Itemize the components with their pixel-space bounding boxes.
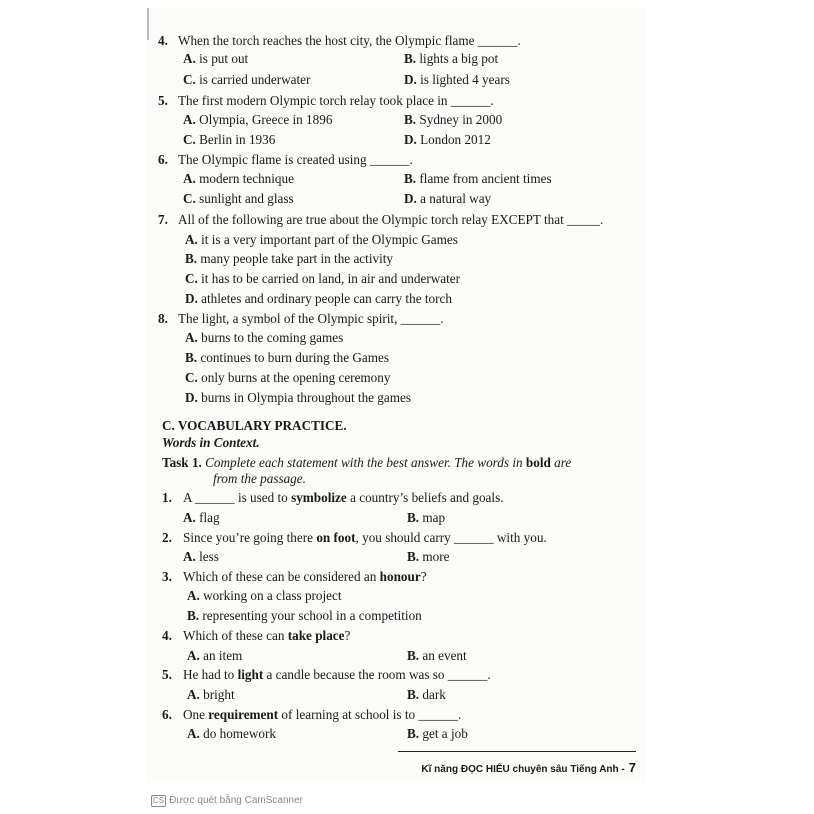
answer-option <box>187 588 342 604</box>
option-letter: C. <box>183 191 196 206</box>
task-bold-word: bold <box>525 455 551 470</box>
option-text: burns in Olympia throughout the games <box>201 390 411 405</box>
footer-rule <box>398 751 636 752</box>
question-number: 7. <box>158 212 168 227</box>
answer-option <box>187 687 235 703</box>
answer-option <box>183 510 220 526</box>
stem-text: Which of these can <box>183 628 288 643</box>
answer-option <box>183 51 248 67</box>
task-label: Task 1. <box>162 455 202 470</box>
page-footer <box>398 760 636 775</box>
vocab-stem <box>183 530 547 546</box>
option-text: London 2012 <box>420 132 491 147</box>
option-text: less <box>199 549 219 564</box>
answer-option <box>183 112 332 128</box>
watermark-text: Được quét bằng CamScanner <box>169 795 304 806</box>
answer-option <box>404 72 510 88</box>
answer-option <box>185 330 343 346</box>
option-text: Sydney in 2000 <box>419 112 503 127</box>
stem-text: , you should carry ______ with you. <box>355 530 547 545</box>
stem-text: Since you’re going there <box>183 530 317 545</box>
answer-option <box>183 72 310 88</box>
option-text: do homework <box>203 726 277 741</box>
question-number: 6. <box>158 152 168 167</box>
page-edge <box>147 8 149 40</box>
vocab-number: 4. <box>162 628 172 643</box>
stem-text: He had to <box>183 667 238 682</box>
answer-option <box>185 232 458 248</box>
task-text-2: are <box>550 455 572 470</box>
question-stem: The first modern Olympic torch relay took place in ______. <box>178 93 494 108</box>
question-stem: The Olympic flame is created using ______. <box>178 152 413 167</box>
option-letter: D. <box>404 72 417 87</box>
task-text-3: from the passage. <box>213 471 306 486</box>
option-text: working on a class project <box>203 588 342 603</box>
answer-option <box>183 549 219 565</box>
answer-option <box>185 251 393 267</box>
vocab-number: 1. <box>162 490 172 505</box>
option-letter: D. <box>404 132 417 147</box>
option-text: is carried underwater <box>199 72 311 87</box>
option-letter: D. <box>185 390 198 405</box>
bold-word: honour <box>379 569 421 584</box>
camscanner-logo: CS <box>153 796 165 805</box>
subsection-title: Words in Context. <box>162 435 260 450</box>
stem-text: One <box>183 707 209 722</box>
scanner-watermark <box>151 795 303 807</box>
vocab-stem <box>183 628 350 644</box>
option-letter: B. <box>407 687 420 702</box>
option-text: bright <box>203 687 235 702</box>
option-text: flag <box>199 510 220 525</box>
vocab-number: 6. <box>162 707 172 722</box>
answer-option <box>407 726 468 742</box>
option-letter: A. <box>183 510 196 525</box>
option-letter: B. <box>404 171 417 186</box>
question-stem: All of the following are true about the Olympic torch relay EXCEPT that _____. <box>178 212 604 227</box>
answer-option <box>187 726 276 742</box>
option-letter: D. <box>185 291 198 306</box>
option-letter: D. <box>404 191 417 206</box>
option-text: it is a very important part of the Olympic Games <box>201 232 458 247</box>
answer-option <box>404 51 498 67</box>
option-text: many people take part in the activity <box>200 251 394 266</box>
option-letter: B. <box>407 648 420 663</box>
option-text: an event <box>422 648 467 663</box>
option-text: it has to be carried on land, in air and underwater <box>201 271 461 286</box>
answer-option <box>183 132 275 148</box>
option-text: is lighted 4 years <box>420 72 510 87</box>
option-text: get a job <box>422 726 468 741</box>
vocab-stem <box>183 569 427 585</box>
option-text: dark <box>422 687 446 702</box>
bold-word: requirement <box>208 707 279 722</box>
option-letter: A. <box>185 330 198 345</box>
vocab-number: 2. <box>162 530 172 545</box>
option-letter: A. <box>183 171 196 186</box>
option-text: burns to the coming games <box>201 330 344 345</box>
stem-text: ? <box>344 628 351 643</box>
answer-option <box>185 291 452 307</box>
answer-option <box>185 370 390 386</box>
answer-option <box>404 112 502 128</box>
answer-option <box>183 171 294 187</box>
answer-option <box>407 510 445 526</box>
option-text: map <box>422 510 446 525</box>
option-text: lights a big pot <box>419 51 499 66</box>
question-stem: The light, a symbol of the Olympic spirit, ______. <box>178 311 444 326</box>
question-number: 8. <box>158 311 168 326</box>
option-letter: C. <box>183 132 196 147</box>
option-letter: A. <box>187 726 200 741</box>
option-letter: C. <box>185 271 198 286</box>
stem-text: ? <box>420 569 427 584</box>
option-letter: B. <box>187 608 200 623</box>
section-title: C. VOCABULARY PRACTICE. <box>162 418 347 433</box>
answer-option <box>185 271 460 287</box>
stem-text: a candle because the room was so ______. <box>263 667 491 682</box>
answer-option <box>185 350 389 366</box>
option-text: is put out <box>199 51 249 66</box>
vocab-stem <box>183 707 461 723</box>
answer-option <box>404 191 491 207</box>
option-text: sunlight and glass <box>199 191 294 206</box>
answer-option <box>183 191 294 207</box>
answer-option <box>404 171 552 187</box>
answer-option <box>407 648 467 664</box>
option-text: Olympia, Greece in 1896 <box>199 112 333 127</box>
vocab-number: 3. <box>162 569 172 584</box>
answer-option <box>185 390 411 406</box>
bold-word: light <box>237 667 264 682</box>
question-number: 5. <box>158 93 168 108</box>
option-letter: A. <box>185 232 198 247</box>
stem-text: of learning at school is to ______. <box>278 707 462 722</box>
option-text: Berlin in 1936 <box>199 132 276 147</box>
option-text: flame from ancient times <box>419 171 552 186</box>
option-letter: B. <box>407 549 420 564</box>
vocab-number: 5. <box>162 667 172 682</box>
option-text: a natural way <box>420 191 492 206</box>
option-text: modern technique <box>199 171 294 186</box>
option-letter: A. <box>183 549 196 564</box>
stem-text: Which of these can be considered an <box>183 569 380 584</box>
option-letter: B. <box>407 510 420 525</box>
option-letter: A. <box>183 112 196 127</box>
option-text: athletes and ordinary people can carry the torch <box>201 291 452 306</box>
answer-option <box>407 687 446 703</box>
page-number: 7 <box>628 760 636 775</box>
vocab-stem <box>183 490 504 506</box>
stem-text: a country’s beliefs and goals. <box>346 490 504 505</box>
question-stem: When the torch reaches the host city, the Olympic flame ______. <box>178 33 521 48</box>
option-text: an item <box>203 648 243 663</box>
option-letter: A. <box>183 51 196 66</box>
bold-word: symbolize <box>291 490 347 505</box>
option-letter: A. <box>187 648 200 663</box>
answer-option <box>187 608 422 624</box>
option-letter: B. <box>407 726 420 741</box>
answer-option <box>187 648 242 664</box>
option-letter: B. <box>404 51 417 66</box>
option-text: representing your school in a competition <box>202 608 422 623</box>
task-text-1: Complete each statement with the best answer. The words in <box>205 455 526 470</box>
option-letter: A. <box>187 687 200 702</box>
footer-title: Kĩ năng ĐỌC HIỂU chuyên sâu Tiếng Anh - <box>421 764 625 775</box>
option-letter: C. <box>185 370 198 385</box>
stem-text: A ______ is used to <box>183 490 292 505</box>
task-instruction <box>162 455 571 471</box>
option-letter: B. <box>185 350 198 365</box>
option-letter: B. <box>404 112 417 127</box>
option-text: continues to burn during the Games <box>200 350 390 365</box>
option-letter: B. <box>185 251 198 266</box>
answer-option <box>404 132 491 148</box>
option-text: more <box>422 549 450 564</box>
bold-word: take place <box>287 628 345 643</box>
answer-option <box>407 549 450 565</box>
option-letter: A. <box>187 588 200 603</box>
question-number: 4. <box>158 33 168 48</box>
vocab-stem <box>183 667 491 683</box>
option-text: only burns at the opening ceremony <box>201 370 391 385</box>
option-letter: C. <box>183 72 196 87</box>
bold-word: on foot <box>316 530 356 545</box>
